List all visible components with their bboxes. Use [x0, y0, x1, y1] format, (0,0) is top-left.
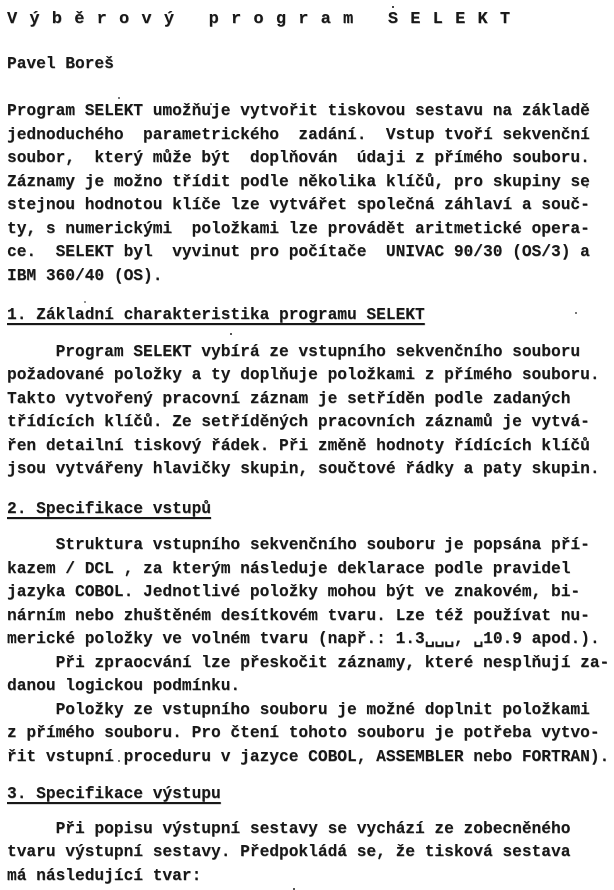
- text-line: danou logickou podmínku.: [7, 677, 241, 695]
- intro-paragraph: [7, 100, 610, 288]
- text-line: Záznamy je možno třídit podle několika klíčů, pro skupiny se: [7, 172, 590, 191]
- text-line: ty, s numerickými položkami lze provádět aritmetické opera-: [7, 219, 590, 238]
- section-heading: 2. Specifikace vstupů: [7, 499, 211, 518]
- section-output-specification: [7, 783, 610, 888]
- text-line: Struktura vstupního sekvenčního souboru je popsána pří-: [7, 536, 590, 554]
- section-body: [7, 818, 610, 889]
- text-line: merické položky ve volném tvaru (např.: 1.3␣␣␣, ␣10.9 apod.).: [7, 630, 600, 648]
- text-line: ce. SELEKT byl vyvinut pro počítače UNIVAC 90/30 (OS/3) a: [7, 243, 590, 261]
- text-line: soubor, který může být doplňován údaji z přímého souboru.: [7, 149, 590, 167]
- section-body: [7, 534, 610, 769]
- text-line: z přímého souboru. Pro čtení tohoto souboru je potřeba vytvo-: [7, 724, 600, 742]
- text-line: Položky ze vstupního souboru je možné doplnit položkami: [7, 700, 590, 719]
- text-line: jazyka COBOL. Jednotlivé položky mohou být ve znakovém, bi-: [7, 583, 581, 601]
- text-line: kazem / DCL , za kterým následuje deklarace podle pravidel: [7, 559, 571, 578]
- text-line: požadované položky a ty doplňuje položkami z přímého souboru.: [7, 366, 600, 384]
- section-body: [7, 341, 610, 482]
- section-basic-characteristics: [7, 304, 610, 482]
- text-line: jednoduchého parametrického zadání. Vstup tvoří sekvenční: [7, 125, 590, 144]
- text-line: Program SELEKT vybírá ze vstupního sekvenčního souboru: [7, 342, 581, 361]
- section-heading: 3. Specifikace výstupu: [7, 785, 221, 803]
- document-title: V ý b ě r o v ý p r o g r a m S E L E K T: [7, 10, 512, 29]
- section-heading: 1. Základní charakteristika programu SELEKT: [7, 306, 425, 324]
- text-line: tvaru výstupní sestavy. Předpokládá se, že tisková sestava: [7, 843, 571, 861]
- author-name: Pavel Boreš: [7, 54, 114, 73]
- text-line: má následující tvar:: [7, 866, 202, 885]
- text-line: IBM 360/40 (OS).: [7, 266, 163, 285]
- text-line: třídících klíčů. Ze setříděných pracovních záznamů je vytvá-: [7, 413, 590, 431]
- text-line: řit vstupní proceduru v jazyce COBOL, ASSEMBLER nebo FORTRAN).: [7, 747, 610, 766]
- text-line: Takto vytvořený pracovní záznam je setříděn podle zadaných: [7, 389, 571, 408]
- text-line: jsou vytvářeny hlavičky skupin, součtové řádky a paty skupin.: [7, 460, 600, 478]
- text-line: stejnou hodnotou klíče lze vytvářet společná záhlaví a souč-: [7, 196, 590, 214]
- text-line: nárním nebo zhuštěném desítkovém tvaru. Lze též používat nu-: [7, 606, 590, 625]
- text-line: Při zpraocvání lze přeskočit záznamy, které nesplňují za-: [7, 653, 610, 672]
- text-line: Při popisu výstupní sestavy se vychází ze zobecněného: [7, 819, 571, 838]
- text-line: řen detailní tiskový řádek. Při změně hodnoty řídících klíčů: [7, 436, 590, 455]
- section-input-specification: [7, 498, 610, 770]
- text-line: Program SELEKT umožňuje vytvořit tiskovou sestavu na základě: [7, 102, 590, 120]
- scan-noise-artifacts: [0, 0, 2, 2]
